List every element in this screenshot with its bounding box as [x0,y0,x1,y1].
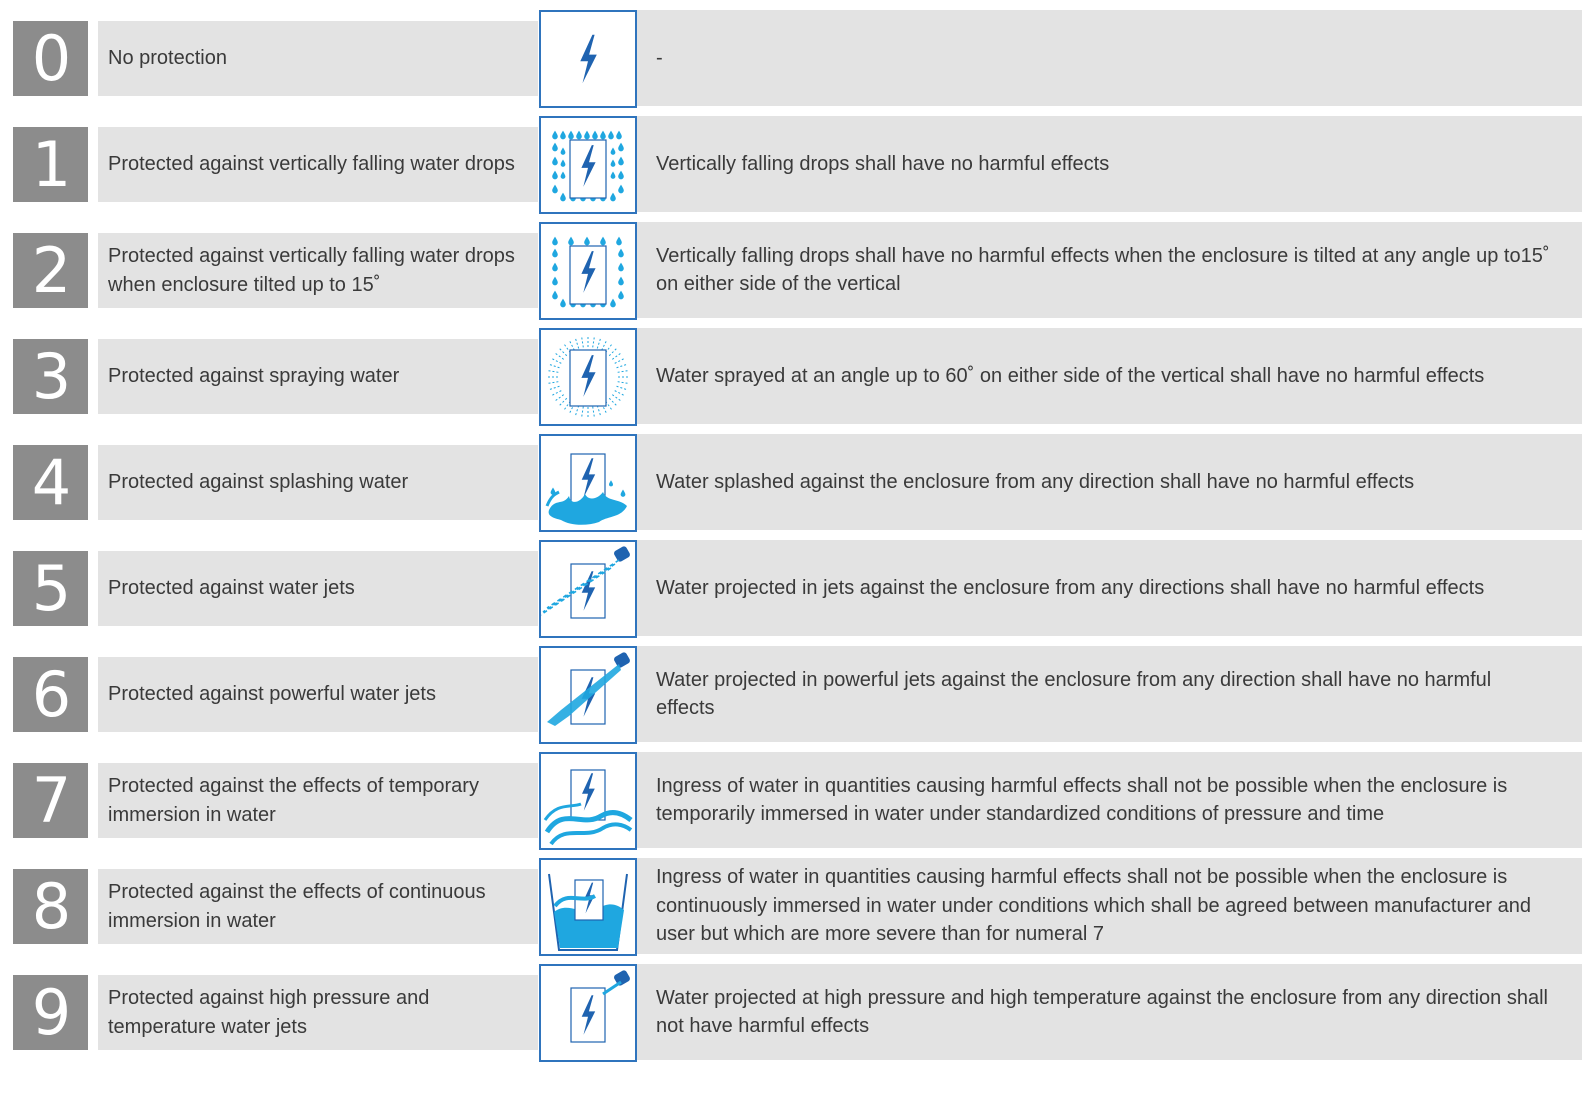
powerful-water-jets-icon [539,646,637,744]
protection-title-cell [98,869,538,944]
spraying-water-icon [539,328,637,426]
protection-title-cell [98,975,538,1050]
protection-detail: Ingress of water in quantities causing harmful effects shall not be possible when the enclosure is continuously immersed in water under conditions which shall be agreed between manufacturer and user but which are more severe than for numeral 7 [656,866,1531,946]
protection-title: Protected against vertically falling water drops when enclosure tilted up to 15˚ [108,244,515,296]
continuous-immersion-icon [539,858,637,956]
temporary-immersion-icon [539,752,637,850]
protection-detail: Water sprayed at an angle up to 60˚ on either side of the vertical shall have no harmful effects [656,364,1485,387]
table-row [0,434,1582,534]
table-row [0,752,1582,852]
protection-title-cell [98,445,538,520]
protection-title: Protected against the effects of temporary immersion in water [108,774,479,826]
protection-title-cell [98,339,538,414]
protection-detail-cell [637,540,1582,636]
ip-numeral: 9 [13,975,88,1050]
protection-detail-cell [637,10,1582,106]
protection-title-cell [98,21,538,96]
high-pressure-jets-icon [539,964,637,1062]
table-row [0,646,1582,746]
protection-detail: - [656,46,663,69]
protection-title: Protected against the effects of continuous immersion in water [108,880,486,932]
protection-title: Protected against vertically falling water drops [108,153,515,175]
tilted-drops-icon [539,222,637,320]
table-row [0,328,1582,428]
protection-title: Protected against high pressure and temperature water jets [108,986,430,1038]
protection-detail-cell [637,222,1582,318]
table-row [0,540,1582,640]
protection-title-cell [98,233,538,308]
ip-numeral: 3 [13,339,88,414]
ip-numeral: 7 [13,763,88,838]
splashing-water-icon [539,434,637,532]
protection-detail-cell [637,434,1582,530]
protection-detail: Water splashed against the enclosure from any direction shall have no harmful effects [656,470,1415,493]
protection-title-cell [98,127,538,202]
protection-detail-cell [637,646,1582,742]
table-row [0,858,1582,958]
protection-title: No protection [108,47,227,69]
ip-numeral: 2 [13,233,88,308]
ip-numeral: 5 [13,551,88,626]
protection-title: Protected against splashing water [108,471,409,493]
protection-title: Protected against powerful water jets [108,683,436,705]
protection-detail: Vertically falling drops shall have no harmful effects when the enclosure is tilted at any angle up to15˚ on either side of the vertical [656,244,1550,295]
protection-title-cell [98,763,538,838]
protection-detail-cell [637,116,1582,212]
protection-detail-cell [637,858,1582,954]
protection-detail: Water projected at high pressure and high temperature against the enclosure from any direction shall not have harmful effects [656,986,1548,1037]
protection-detail: Water projected in jets against the enclosure from any directions shall have no harmful effects [656,576,1485,599]
protection-detail-cell [637,328,1582,424]
table-row [0,222,1582,322]
ip-numeral: 8 [13,869,88,944]
ip-numeral: 1 [13,127,88,202]
table-row [0,10,1582,110]
table-row [0,116,1582,216]
protection-detail-cell [637,752,1582,848]
protection-detail-cell [637,964,1582,1060]
ip-numeral: 6 [13,657,88,732]
protection-detail: Water projected in powerful jets against the enclosure from any direction shall have no harmful effects [656,668,1492,719]
electric-bolt-icon [539,10,637,108]
protection-title-cell [98,551,538,626]
protection-title-cell [98,657,538,732]
protection-detail: Vertically falling drops shall have no harmful effects [656,152,1110,175]
vertical-drops-icon [539,116,637,214]
ip-numeral: 0 [13,21,88,96]
protection-title: Protected against spraying water [108,365,400,387]
protection-title: Protected against water jets [108,577,355,599]
water-jets-icon [539,540,637,638]
ip-numeral: 4 [13,445,88,520]
table-row [0,964,1582,1064]
protection-detail: Ingress of water in quantities causing harmful effects shall not be possible when the enclosure is temporarily immersed in water under standardized conditions of pressure and time [656,774,1508,825]
